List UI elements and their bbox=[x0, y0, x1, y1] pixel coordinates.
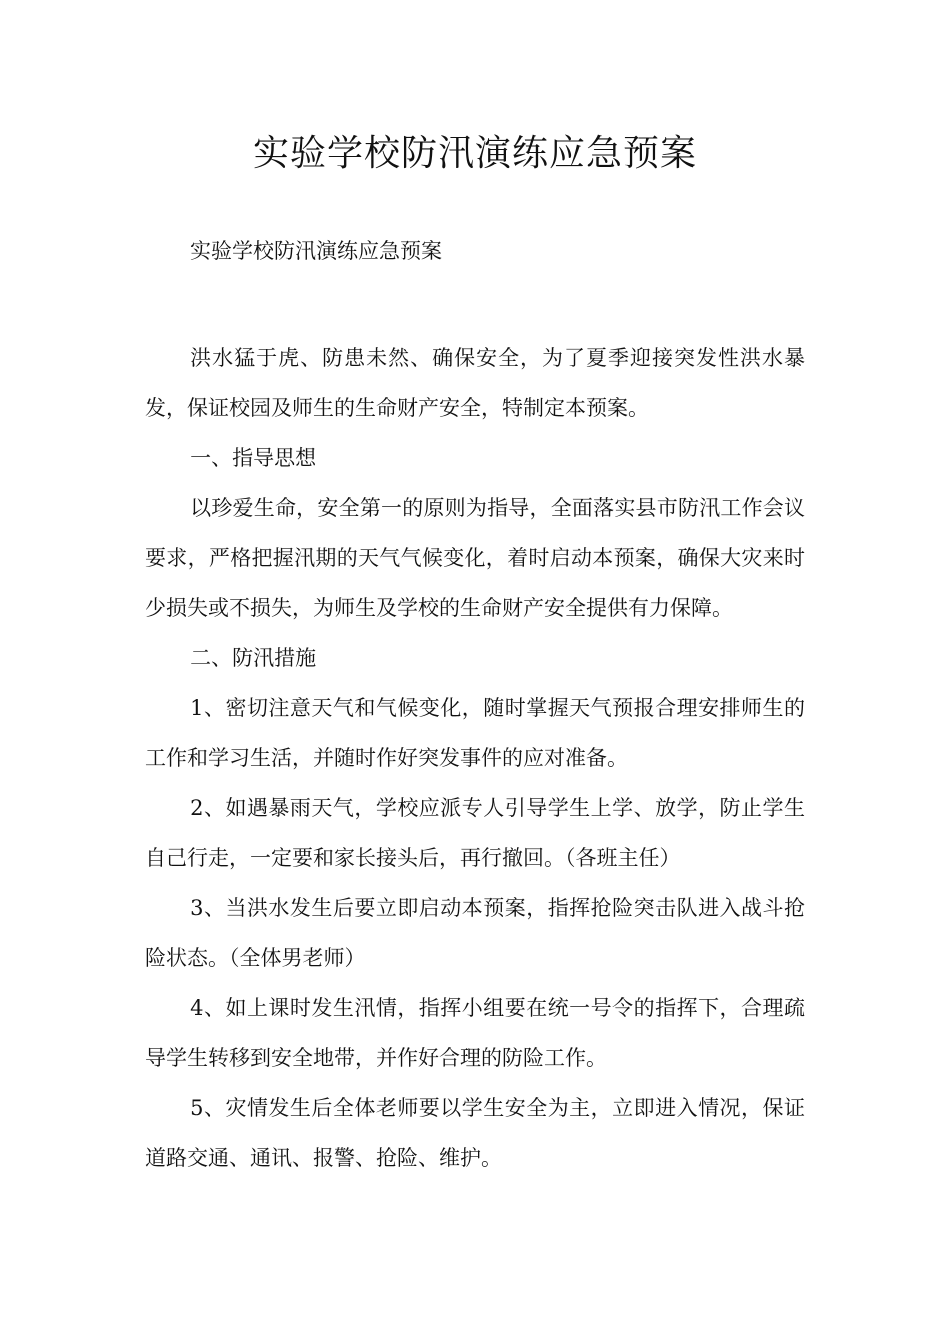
document-body bbox=[145, 333, 805, 1183]
intro-paragraph: 洪水猛于虎、防患未然、确保安全，为了夏季迎接突发性洪水暴发，保证校园及师生的生命财产安全，特制定本预案。 bbox=[145, 346, 805, 420]
section-heading-guiding-idea: 一、指导思想 bbox=[190, 446, 317, 470]
measure-item-2: 2、如遇暴雨天气，学校应派专人引导学生上学、放学，防止学生自己行走，一定要和家长接头后，再行撤回。（各班主任） bbox=[145, 796, 805, 870]
measure-item-4: 4、如上课时发生汛情，指挥小组要在统一号令的指挥下，合理疏导学生转移到安全地带，并作好合理的防险工作。 bbox=[145, 996, 805, 1070]
document-subtitle: 实验学校防汛演练应急预案 bbox=[190, 239, 442, 263]
section-heading-measures: 二、防汛措施 bbox=[190, 646, 317, 670]
guiding-idea-paragraph: 以珍爱生命，安全第一的原则为指导，全面落实县市防汛工作会议要求，严格把握汛期的天气气候变化，着时启动本预案，确保大灾来时少损失或不损失，为师生及学校的生命财产安全提供有力保障。 bbox=[145, 496, 805, 620]
measure-item-1: 1、密切注意天气和气候变化，随时掌握天气预报合理安排师生的工作和学习生活，并随时作好突发事件的应对准备。 bbox=[145, 696, 805, 770]
document-title: 实验学校防汛演练应急预案 bbox=[252, 133, 697, 174]
measure-item-3: 3、当洪水发生后要立即启动本预案，指挥抢险突击队进入战斗抢险状态。（全体男老师） bbox=[145, 896, 805, 970]
measure-item-5: 5、灾情发生后全体老师要以学生安全为主，立即进入情况，保证道路交通、通讯、报警、抢险、维护。 bbox=[145, 1096, 805, 1170]
